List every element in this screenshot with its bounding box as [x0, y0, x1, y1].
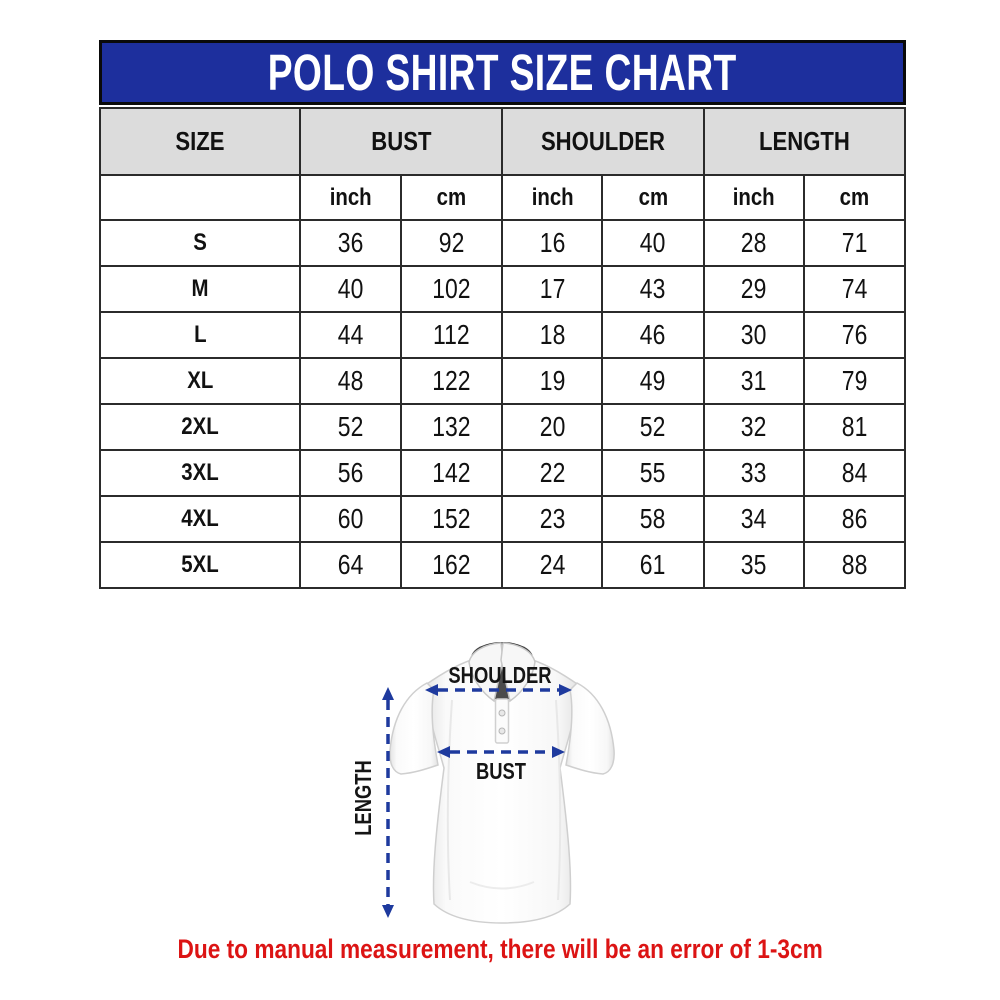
unit-label: cm [638, 183, 668, 211]
cell-value: 36 [337, 227, 364, 258]
size-label: L [193, 321, 207, 348]
size-label: 4XL [181, 505, 219, 532]
cell-value: 55 [640, 457, 666, 488]
unit-label: inch [733, 183, 776, 211]
measurement-note-text: Due to manual measurement, there will be an error of 1-3cm [177, 934, 823, 964]
cell-value: 30 [741, 319, 767, 350]
cell-value: 22 [539, 457, 566, 488]
cell-value: 132 [432, 411, 471, 442]
cell-value: 40 [337, 273, 364, 304]
cell-value: 23 [539, 503, 566, 534]
cell-value: 32 [741, 411, 767, 442]
cell-value: 74 [841, 273, 868, 304]
size-label: XL [187, 367, 214, 394]
length-measure-label: LENGTH [351, 760, 377, 836]
cell-value: 18 [539, 319, 566, 350]
shoulder-measure-label: SHOULDER [448, 663, 552, 689]
unit-label: cm [437, 183, 467, 211]
header-bust-label: BUST [371, 126, 432, 156]
cell-value: 28 [741, 227, 767, 258]
cell-value: 16 [539, 227, 566, 258]
cell-value: 46 [640, 319, 666, 350]
cell-value: 52 [640, 411, 666, 442]
cell-value: 20 [539, 411, 566, 442]
cell-value: 86 [841, 503, 868, 534]
cell-value: 58 [640, 503, 666, 534]
button-bottom [499, 728, 505, 734]
cell-value: 162 [432, 549, 471, 580]
cell-value: 52 [337, 411, 364, 442]
cell-value: 48 [337, 365, 364, 396]
header-length-label: LENGTH [758, 126, 850, 156]
cell-value: 35 [741, 549, 767, 580]
cell-value: 49 [640, 365, 666, 396]
cell-value: 29 [741, 273, 767, 304]
cell-value: 64 [337, 549, 364, 580]
unit-label: inch [531, 183, 574, 211]
cell-value: 33 [741, 457, 767, 488]
page-title: POLO SHIRT SIZE CHART [268, 44, 737, 101]
size-label: S [193, 229, 208, 256]
cell-value: 84 [841, 457, 868, 488]
shirt-left-sleeve [390, 683, 438, 774]
cell-value: 31 [741, 365, 767, 396]
cell-value: 24 [539, 549, 566, 580]
cell-value: 81 [841, 411, 868, 442]
placket [496, 699, 509, 743]
size-label: M [191, 275, 209, 302]
cell-value: 34 [741, 503, 767, 534]
unit-label: cm [839, 183, 870, 211]
cell-value: 122 [432, 365, 471, 396]
size-label: 2XL [181, 413, 219, 440]
cell-value: 71 [841, 227, 868, 258]
cell-value: 88 [841, 549, 868, 580]
button-top [499, 710, 505, 716]
header-size-label: SIZE [175, 126, 225, 156]
cell-value: 79 [841, 365, 868, 396]
cell-value: 17 [539, 273, 566, 304]
cell-value: 44 [337, 319, 364, 350]
cell-value: 152 [432, 503, 471, 534]
cell-value: 43 [640, 273, 666, 304]
cell-value: 142 [432, 457, 471, 488]
cell-value: 40 [640, 227, 666, 258]
cell-value: 76 [841, 319, 868, 350]
cell-value: 56 [337, 457, 364, 488]
size-label: 3XL [181, 459, 219, 486]
cell-value: 60 [337, 503, 364, 534]
size-label: 5XL [181, 551, 219, 578]
header-shoulder-label: SHOULDER [541, 126, 666, 156]
bust-measure-label: BUST [475, 759, 527, 785]
cell-value: 19 [539, 365, 566, 396]
length-arrow-icon [382, 687, 394, 918]
cell-value: 102 [432, 273, 471, 304]
shirt-right-sleeve [566, 683, 614, 774]
cell-value: 112 [433, 319, 471, 350]
cell-value: 92 [438, 227, 465, 258]
measurement-note [0, 934, 1000, 965]
unit-label: inch [329, 183, 372, 211]
cell-value: 61 [640, 549, 666, 580]
